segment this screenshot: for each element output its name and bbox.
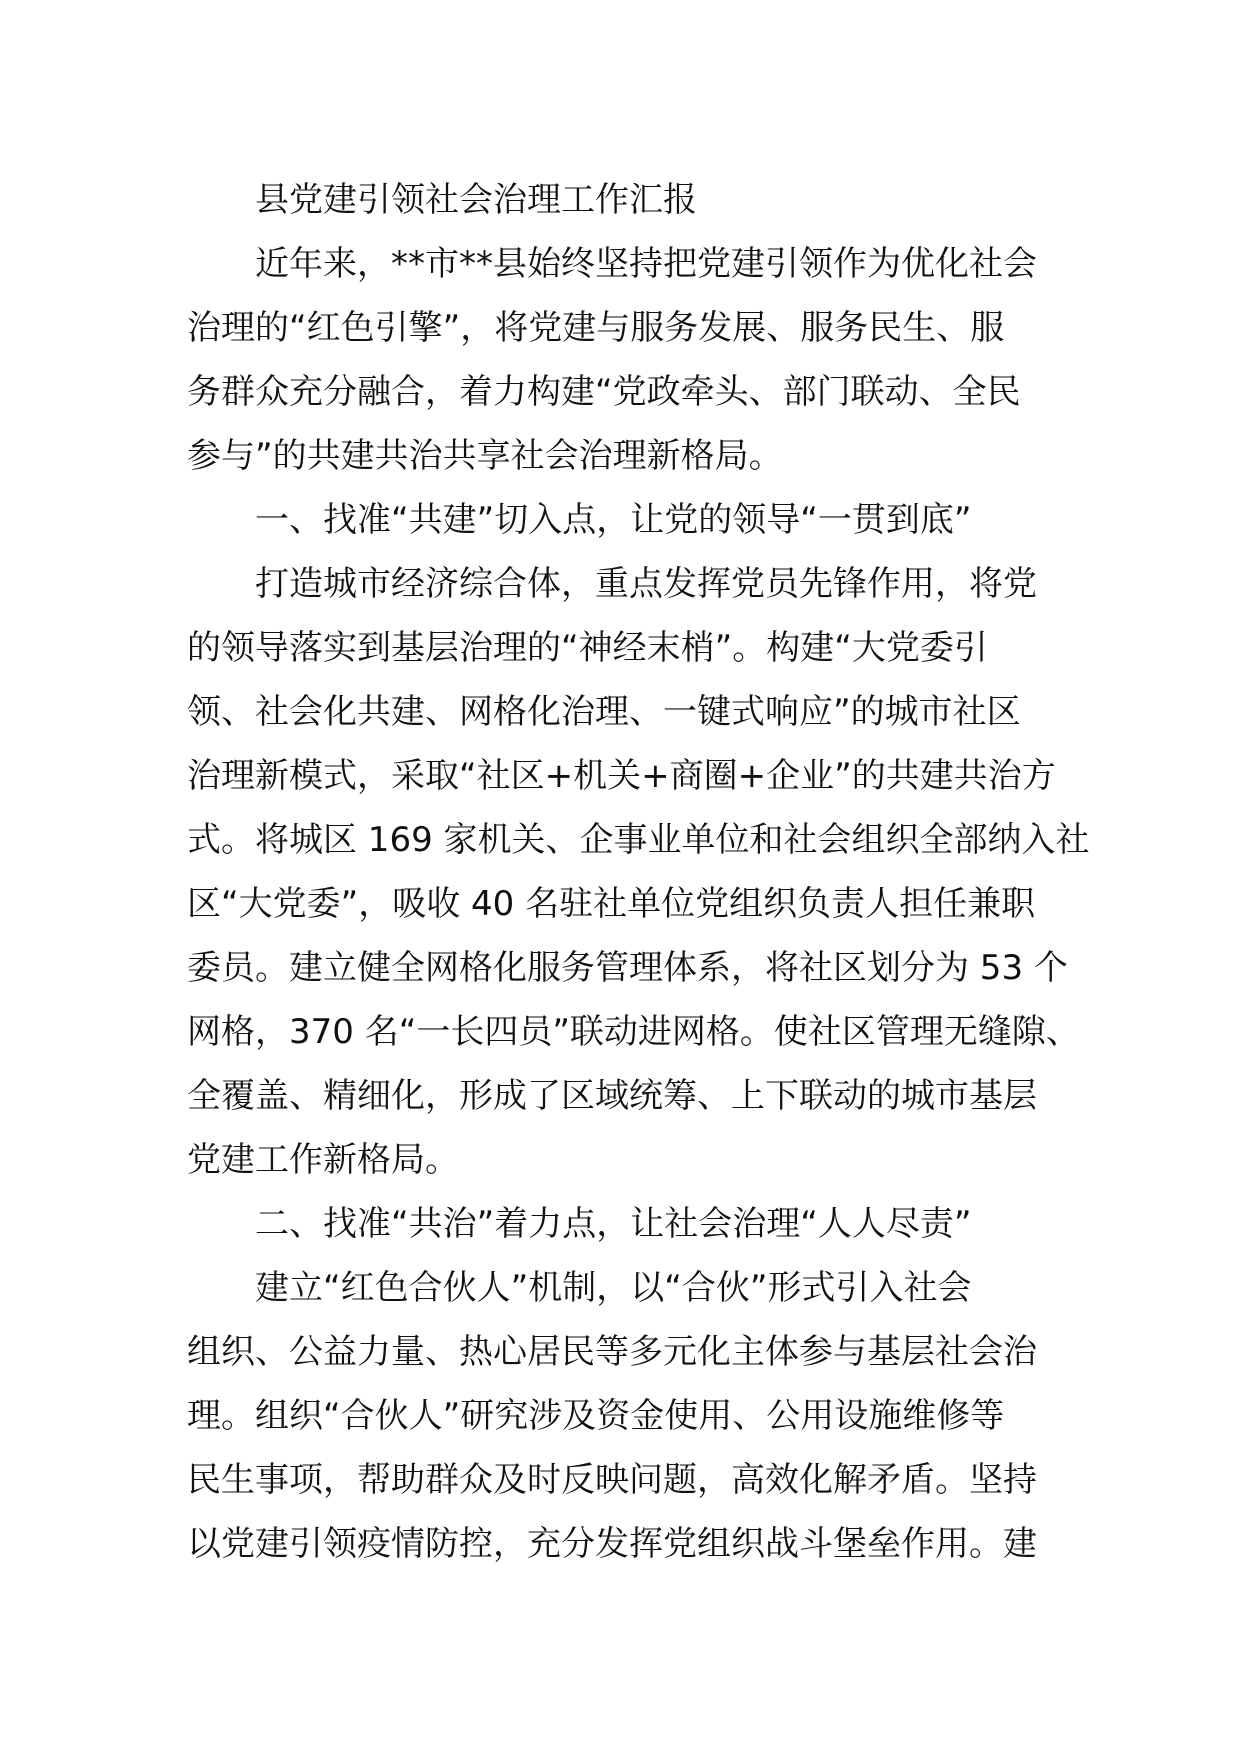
paragraph-line: 式。将城区 169 家机关、企事业单位和社会组织全部纳入社 (187, 820, 1090, 860)
paragraph-line: 区“大党委”，吸收 40 名驻社单位党组织负责人担任兼职 (187, 884, 1036, 924)
paragraph-line: 治理的“红色引擎”，将党建与服务发展、服务民生、服 (187, 308, 1005, 348)
paragraph-line: 建立“红色合伙人”机制，以“合伙”形式引入社会 (255, 1268, 972, 1308)
paragraph-line: 全覆盖、精细化，形成了区域统筹、上下联动的城市基层 (187, 1076, 1037, 1116)
document-title: 县党建引领社会治理工作汇报 (255, 180, 697, 220)
paragraph-line: 委员。建立健全网格化服务管理体系，将社区划分为 53 个 (187, 948, 1068, 988)
paragraph-line: 治理新模式，采取“社区+机关+商圈+企业”的共建共治方 (187, 756, 1056, 796)
paragraph-line: 领、社会化共建、网格化治理、一键式响应”的城市社区 (187, 692, 1021, 732)
section-heading: 一、找准“共建”切入点，让党的领导“一贯到底” (255, 500, 972, 540)
document-body (187, 168, 1090, 1576)
paragraph-line: 打造城市经济综合体，重点发挥党员先锋作用，将党 (255, 564, 1037, 604)
paragraph-line: 民生事项，帮助群众及时反映问题，高效化解矛盾。坚持 (187, 1460, 1037, 1500)
paragraph-line: 近年来，**市**县始终坚持把党建引领作为优化社会 (255, 244, 1037, 284)
paragraph-line: 网格，370 名“一长四员”联动进网格。使社区管理无缝隙、 (187, 1012, 1080, 1052)
paragraph-line: 务群众充分融合，着力构建“党政牵头、部门联动、全民 (187, 372, 1021, 412)
paragraph-line: 组织、公益力量、热心居民等多元化主体参与基层社会治 (187, 1332, 1037, 1372)
paragraph-line: 的领导落实到基层治理的“神经末梢”。构建“大党委引 (187, 628, 988, 668)
paragraph-line: 党建工作新格局。 (187, 1140, 459, 1180)
paragraph-line: 理。组织“合伙人”研究涉及资金使用、公用设施维修等 (187, 1396, 1005, 1436)
section-heading: 二、找准“共治”着力点，让社会治理“人人尽责” (255, 1204, 972, 1244)
paragraph-line: 以党建引领疫情防控，充分发挥党组织战斗堡垒作用。建 (187, 1524, 1037, 1564)
paragraph-line: 参与”的共建共治共享社会治理新格局。 (187, 436, 783, 476)
